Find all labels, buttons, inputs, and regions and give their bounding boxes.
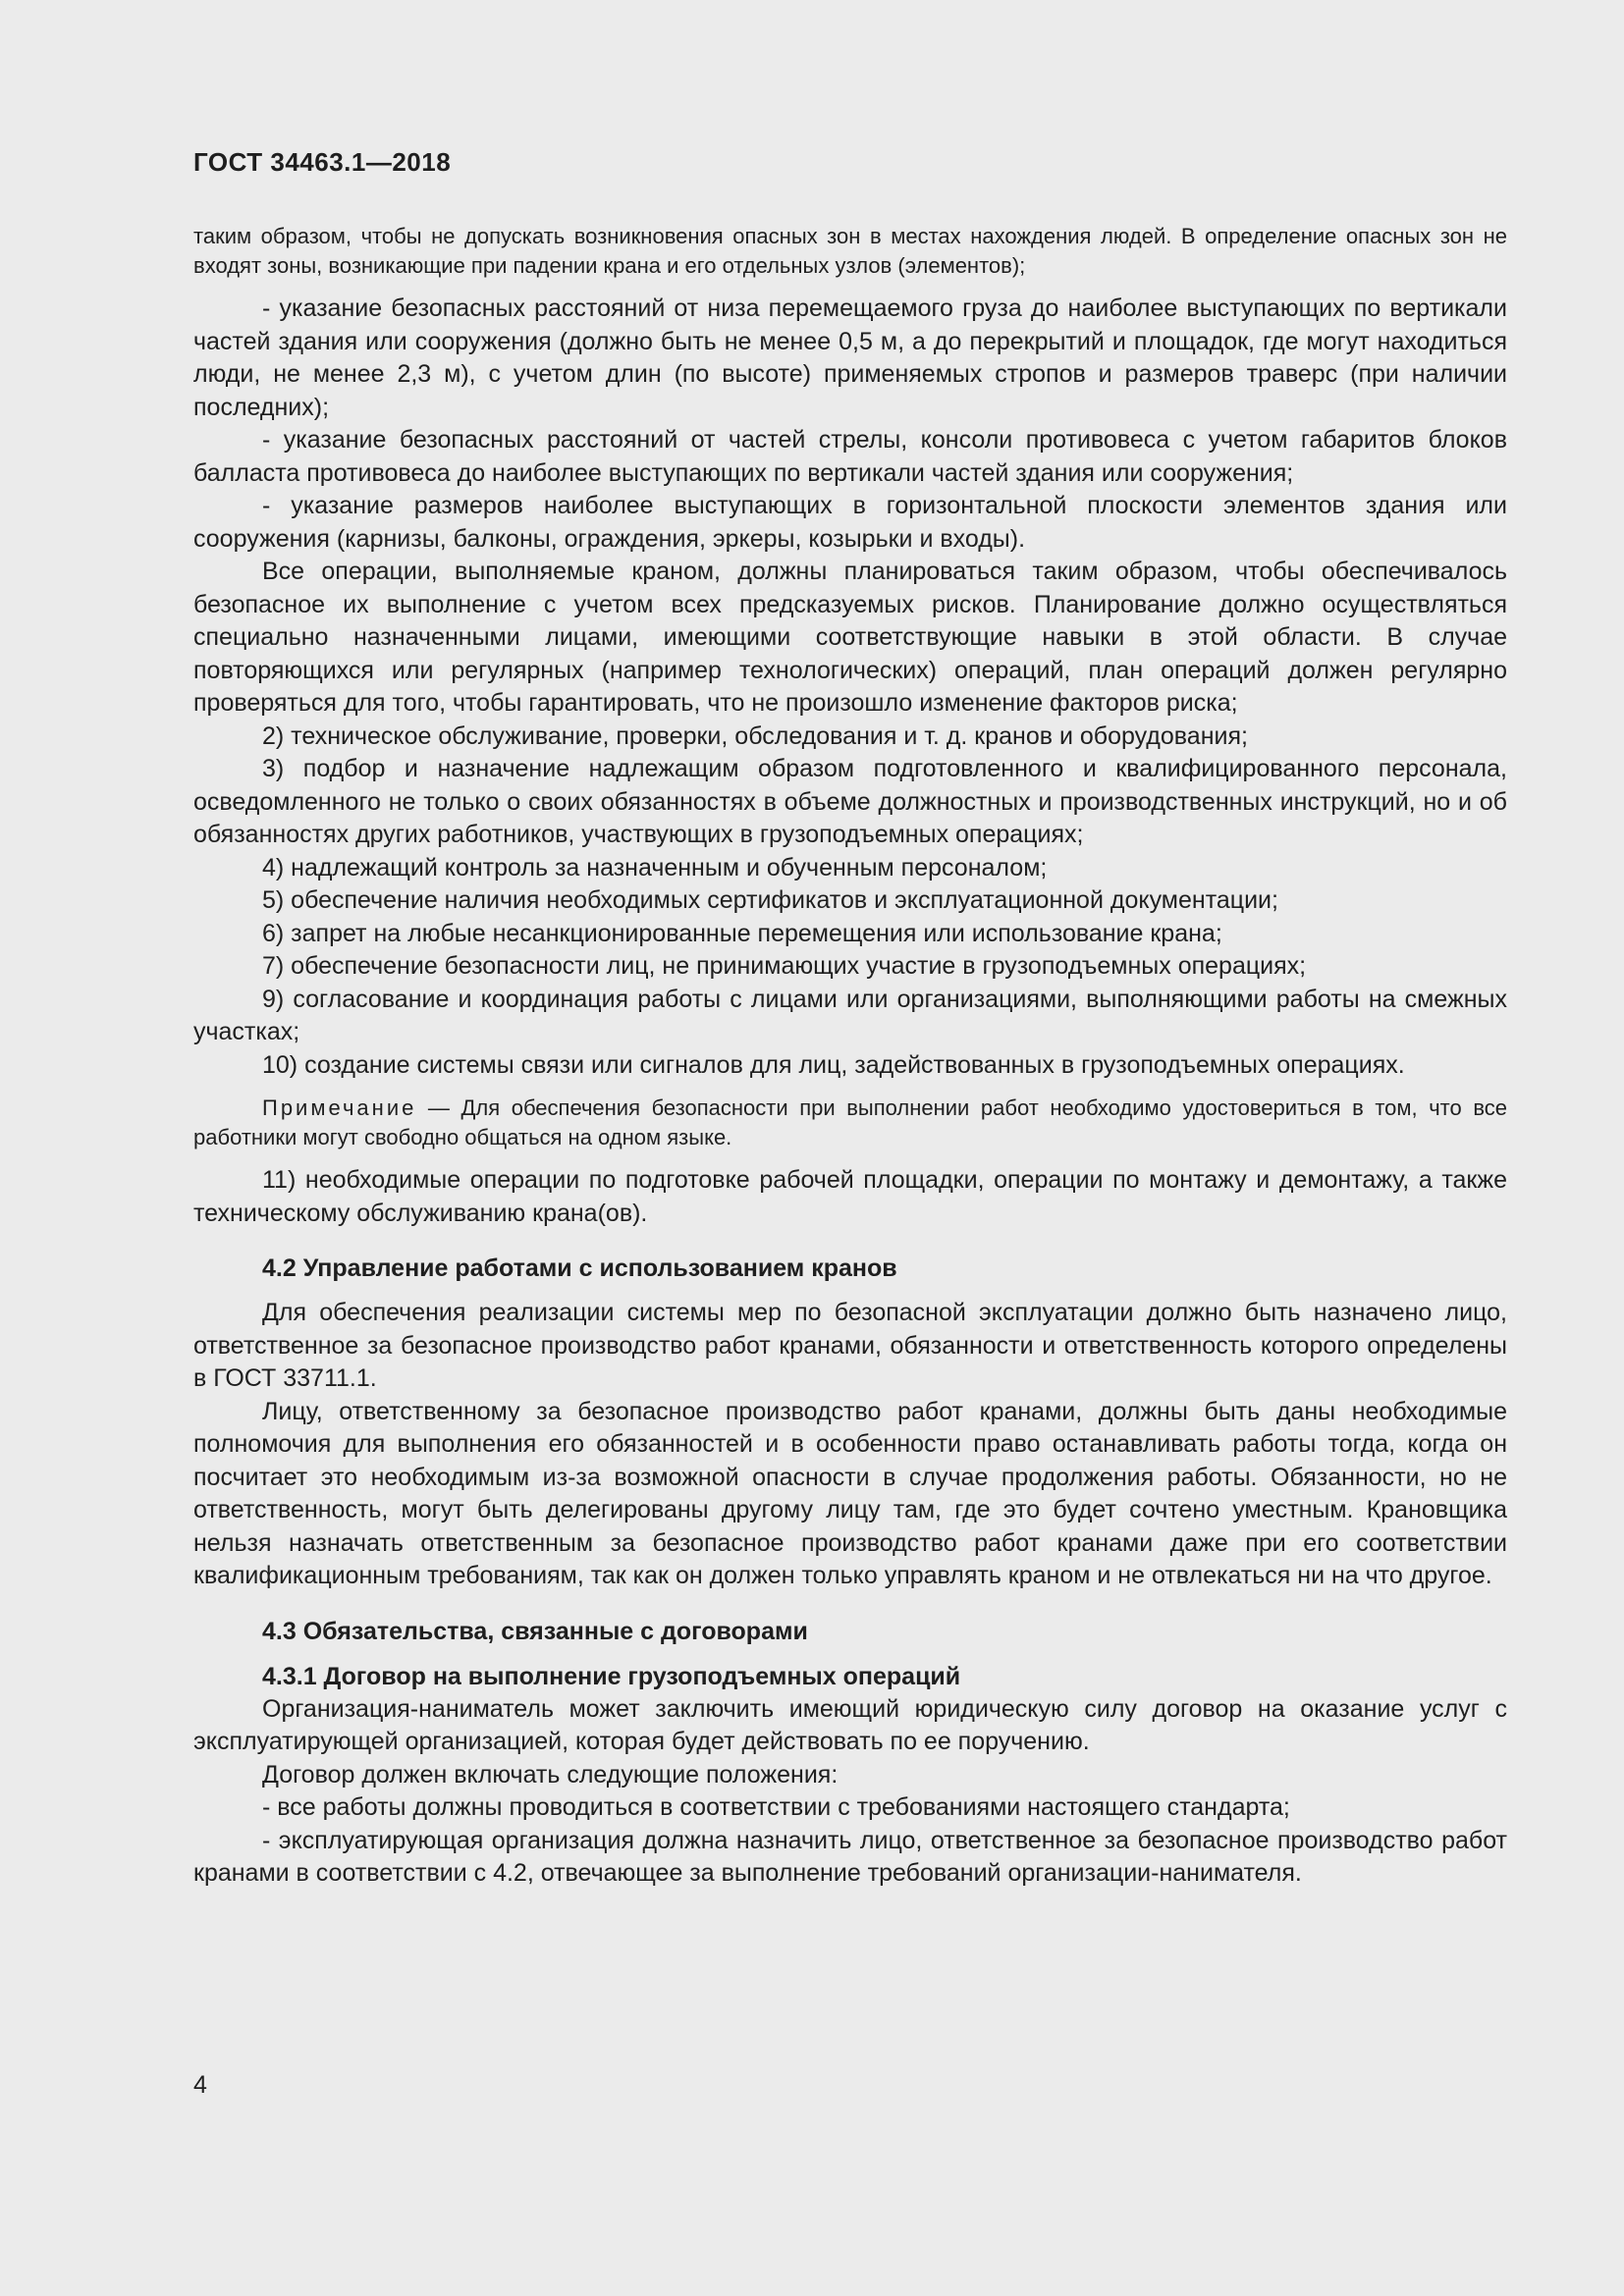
paragraph: Для обеспечения реализации системы мер по безопасной эксплуатации должно быть назначено лицо, ответственное за безопасное производство работ кранами, обязанности и ответственность которого определены в ГОСТ 33711.1. [193,1299,1507,1392]
list-item: - все работы должны проводиться в соответствии с требованиями настоящего стандарта; [262,1793,1290,1821]
list-item: 10) создание системы связи или сигналов для лиц, задействованных в грузоподъемных операциях. [262,1050,1405,1079]
list-item: 2) техническое обслуживание, проверки, обследования и т. д. кранов и оборудования; [262,721,1248,750]
list-item: 3) подбор и назначение надлежащим образом подготовленного и квалифицированного персонала, осведомленного не только о своих обязанностях в объеме должностных и производственных инструкций, но и об обязанностях других работников, участвующих в грузоподъемных операциях; [193,755,1507,848]
document-code-header: ГОСТ 34463.1—2018 [193,147,452,177]
list-item: - указание безопасных расстояний от частей стрелы, консоли противовеса с учетом габаритов блоков балласта противовеса до наиболее выступающих по вертикали частей здания или сооружения; [193,426,1507,487]
note-label: Примечание [262,1095,417,1120]
paragraph-continuation: таким образом, чтобы не допускать возникновения опасных зон в местах нахождения людей. В определение опасных зон не входят зоны, возникающие при падении крана и его отдельных узлов (элементов); [193,224,1507,278]
note-paragraph [193,1094,1507,1152]
paragraph: Договор должен включать следующие положения: [262,1760,839,1789]
list-item: 11) необходимые операции по подготовке рабочей площадки, операции по монтажу и демонтажу, а также техническому обслуживанию крана(ов). [193,1166,1507,1227]
page-number: 4 [193,2071,207,2099]
list-item: 6) запрет на любые несанкционированные перемещения или использование крана; [262,919,1222,947]
list-item: - эксплуатирующая организация должна назначить лицо, ответственное за безопасное производство работ кранами в соответствии с 4.2, отвечающее за выполнение требований организации-нанимателя. [193,1826,1507,1887]
paragraph: Лицу, ответственному за безопасное производство работ кранами, должны быть даны необходимые полномочия для выполнения его обязанностей и в особенности право останавливать работы тогда, когда он посчитает это необходимым из-за возможной опасности в случае продолжения работы. Обязанности, но не ответственность, могут быть делегированы другому лицу там, где это будет сочтено уместным. Крановщика нельзя назначать ответственным за безопасное производство работ кранами даже при его соответствии квалификационным требованиям, так как он должен только управлять краном и не отвлекаться ни на что другое. [193,1397,1507,1589]
document-body [193,222,1507,1891]
section-heading-4-3: 4.3 Обязательства, связанные с договорами [262,1617,808,1645]
paragraph: Все операции, выполняемые краном, должны планироваться таким образом, чтобы обеспечивалось безопасное их выполнение с учетом всех предсказуемых рисков. Планирование должно осуществляться специально назначенными лицами, имеющими соответствующие навыки в этой области. В случае повторяющихся или регулярных (например технологических) операций, план операций должен регулярно проверяться для того, чтобы гарантировать, что не произошло изменение факторов риска; [193,558,1507,717]
list-item: - указание размеров наиболее выступающих в горизонтальной плоскости элементов здания или сооружения (карнизы, балконы, ограждения, эркеры, козырьки и входы). [193,492,1507,553]
note-text: — Для обеспечения безопасности при выполнении работ необходимо удостовериться в том, что все работники могут свободно общаться на одном языке. [193,1095,1507,1149]
list-item: - указание безопасных расстояний от низа перемещаемого груза до наиболее выступающих по вертикали частей здания или сооружения (должно быть не менее 0,5 м, а до перекрытий и площадок, где могут находиться люди, не менее 2,3 м), с учетом длин (по высоте) применяемых стропов и размеров траверс (при наличии последних); [193,294,1507,421]
section-heading-4-2: 4.2 Управление работами с использованием кранов [262,1255,897,1282]
list-item: 7) обеспечение безопасности лиц, не принимающих участие в грузоподъемных операциях; [262,952,1307,980]
list-item: 4) надлежащий контроль за назначенным и обученным персоналом; [262,853,1048,881]
section-heading-4-3-1: 4.3.1 Договор на выполнение грузоподъемных операций [262,1662,961,1690]
list-item: 9) согласование и координация работы с лицами или организациями, выполняющими работы на смежных участках; [193,985,1507,1045]
paragraph: Организация-наниматель может заключить имеющий юридическую силу договор на оказание услуг с эксплуатирующей организацией, которая будет действовать по ее поручению. [193,1694,1507,1755]
list-item: 5) обеспечение наличия необходимых сертификатов и эксплуатационной документации; [262,886,1278,914]
